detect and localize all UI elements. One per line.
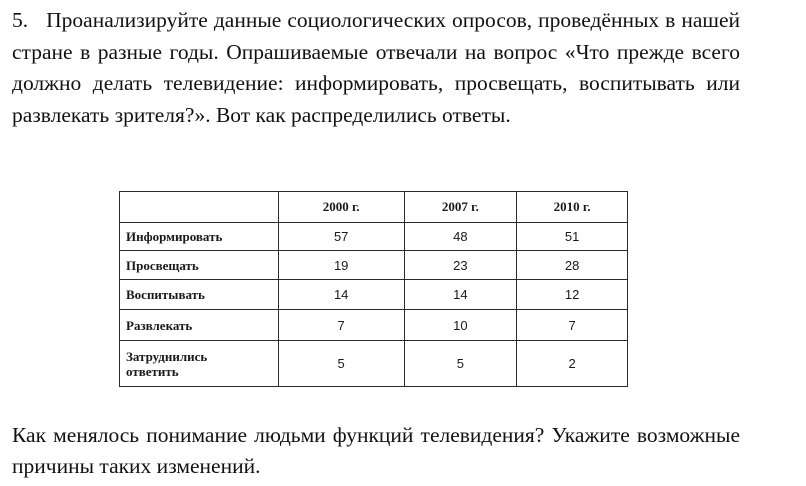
- table-header-cell: 2007 г.: [404, 192, 517, 223]
- table-cell: 7: [517, 310, 628, 341]
- table-header-cell: [120, 192, 279, 223]
- survey-table-container: [119, 191, 628, 386]
- table-cell: 48: [404, 223, 517, 251]
- table-row: [120, 341, 628, 387]
- survey-table: [119, 191, 628, 387]
- task-question: Как менялось понимание людьми функций телевидения? Укажите возможные причины таких изменений.: [12, 423, 740, 478]
- table-cell: 5: [404, 341, 517, 387]
- table-cell: 23: [404, 251, 517, 280]
- table-cell: 10: [404, 310, 517, 341]
- table-row: [120, 280, 628, 310]
- table-cell: 12: [517, 280, 628, 310]
- table-row: [120, 251, 628, 280]
- row-label: Информировать: [120, 223, 279, 251]
- table-cell: 51: [517, 223, 628, 251]
- row-label: Развлекать: [120, 310, 279, 341]
- table-cell: 7: [278, 310, 404, 341]
- table-cell: 28: [517, 251, 628, 280]
- row-label: Просвещать: [120, 251, 279, 280]
- task-intro-text: Проанализируйте данные социологических опросов, проведённых в нашей стране в разные годы. Опрашиваемые отвечали на вопрос «Что прежде всего должно делать телевидение: информировать, просвещать, воспитывать или развлекать зрителя?». Вот как распределились ответы.: [12, 8, 740, 127]
- table-header-row: [120, 192, 628, 223]
- table-row: [120, 223, 628, 251]
- table-header-cell: 2000 г.: [278, 192, 404, 223]
- table-cell: 57: [278, 223, 404, 251]
- row-label: Воспитывать: [120, 280, 279, 310]
- table-cell: 19: [278, 251, 404, 280]
- table-row: [120, 310, 628, 341]
- task-number: 5.: [12, 8, 29, 32]
- row-label: Затруднились ответить: [120, 341, 279, 387]
- task-intro: [12, 5, 740, 131]
- table-cell: 2: [517, 341, 628, 387]
- table-cell: 14: [404, 280, 517, 310]
- table-cell: 5: [278, 341, 404, 387]
- table-cell: 14: [278, 280, 404, 310]
- table-header-cell: 2010 г.: [517, 192, 628, 223]
